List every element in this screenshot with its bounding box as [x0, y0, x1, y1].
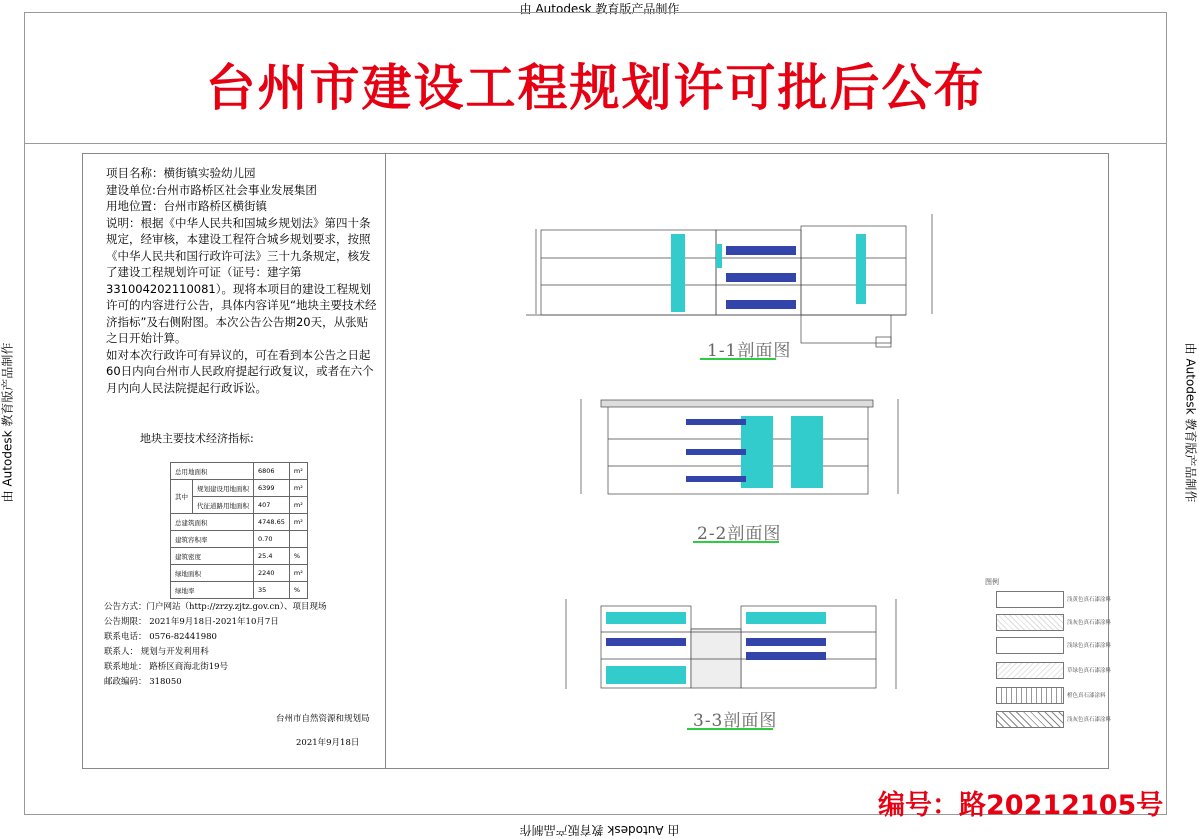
section-3-3-drawing [566, 599, 896, 689]
table-cell: 6399 [254, 480, 290, 497]
legend-swatch [996, 591, 1064, 608]
table-cell: 建筑容积率 [171, 531, 254, 548]
legend-label: 浅灰色真石漆涂料 [1067, 717, 1112, 723]
legend-swatch [996, 687, 1064, 704]
table-cell: 总用地面积 [171, 463, 254, 480]
announcement-block [104, 600, 326, 690]
legend-title: 图例 [985, 578, 999, 586]
table-cell: 绿地面积 [171, 565, 254, 582]
table-cell: 6806 [254, 463, 290, 480]
table-cell: 35 [254, 582, 290, 599]
contact-address: 联系地址： 路桥区商海北街19号 [104, 662, 229, 672]
project-info [106, 165, 378, 396]
announcement-method: 公告方式：门户网站（http://zrzy.zjtz.gov.cn）、项目现场 [104, 602, 327, 612]
section-1-1-underline [700, 358, 776, 360]
postcode: 邮政编码： 318050 [104, 677, 182, 687]
table-row [171, 531, 308, 548]
legend-swatch [996, 711, 1064, 728]
table-row [171, 582, 308, 599]
section-2-2-underline [693, 541, 779, 543]
table-cell: 代征道路用地面积 [193, 497, 254, 514]
table-cell: 4748.65 [254, 514, 290, 531]
indicators-table [170, 462, 308, 599]
table-cell: m² [289, 480, 307, 497]
table-cell: 2240 [254, 565, 290, 582]
contact-person: 联系人： 规划与开发利用科 [104, 647, 209, 657]
serial-number: 编号：路20212105号 [878, 790, 1164, 821]
page-title: 台州市建设工程规划许可批后公布 [205, 59, 986, 117]
project-name: 项目名称：横街镇实验幼儿园 [106, 166, 256, 180]
legend-label: 草绿色真石漆涂料 [1067, 668, 1112, 674]
table-cell: 25.4 [254, 548, 290, 565]
watermark-top: 由 Autodesk 教育版产品制作 [519, 2, 680, 16]
table-cell: 建筑密度 [171, 548, 254, 565]
announcement-period: 公告期限： 2021年9月18日-2021年10月7日 [104, 617, 279, 627]
contact-phone: 联系电话： 0576-82441980 [104, 632, 217, 642]
land-location: 用地位置：台州市路桥区横街镇 [106, 199, 267, 213]
table-cell: 绿地率 [171, 582, 254, 599]
table-cell: 规划建设用地面积 [193, 480, 254, 497]
legend-swatch [996, 662, 1064, 679]
description: 说明：根据《中华人民共和国城乡规划法》第四十条规定，经审核，本建设工程符合城乡规划要求，按照《中华人民共和国行政许可法》三十九条规定，核发了建设工程规划许可证（证号：建字第331004202110081）。现将本项目的建设工程规划许可的内容进行公告，具体内容详见“地块主要技术经济指标”及右侧附图。本次公告公告期20天，从张贴之日开始计算。 [106, 215, 377, 345]
section-1-1-drawing [526, 214, 932, 347]
legend-swatch [996, 614, 1064, 631]
builder: 建设单位:台州市路桥区社会事业发展集团 [106, 182, 317, 197]
legend-label: 浅灰色真石漆涂料 [1067, 620, 1112, 626]
section-1-1-label: 1-1剖面图 [707, 341, 792, 361]
section-3-3-label: 3-3剖面图 [693, 711, 778, 731]
table-row [171, 480, 308, 497]
table-cell: % [289, 582, 307, 599]
legend-label: 浅黄色真石漆涂料 [1067, 597, 1112, 603]
title-divider [24, 143, 1167, 144]
table-cell: 其中 [171, 480, 193, 514]
watermark-right: 由 Autodesk 教育版产品制作 [1183, 342, 1198, 503]
table-cell: m² [289, 565, 307, 582]
table-cell: 总建筑面积 [171, 514, 254, 531]
section-2-2-label: 2-2剖面图 [697, 524, 782, 544]
table-cell: 0.70 [254, 531, 290, 548]
table-row [171, 514, 308, 531]
table-cell [289, 531, 307, 548]
legend-label: 浅绿色真石漆涂料 [1067, 643, 1112, 649]
indicators-title: 地块主要技术经济指标: [140, 432, 254, 445]
watermark-bottom: 由 Autodesk 教育版产品制作 [519, 823, 680, 837]
table-cell: m² [289, 514, 307, 531]
section-2-2-drawing [581, 399, 898, 494]
objection-note: 如对本次行政许可有异议的，可在看到本公告之日起60日内向台州市人民政府提起行政复议，或者在六个月内向人民法院提起行政诉讼。 [106, 347, 374, 395]
legend-label: 橙色真石漆涂料 [1067, 693, 1106, 699]
table-cell: 407 [254, 497, 290, 514]
section-3-3-underline [687, 728, 773, 730]
table-row [171, 548, 308, 565]
issue-date: 2021年9月18日 [296, 738, 360, 748]
issuer: 台州市自然资源和规划局 [276, 714, 370, 724]
table-cell: m² [289, 463, 307, 480]
table-row [171, 565, 308, 582]
table-cell: % [289, 548, 307, 565]
watermark-left: 由 Autodesk 教育版产品制作 [0, 342, 15, 503]
table-cell: m² [289, 497, 307, 514]
table-row [171, 463, 308, 480]
legend-swatch [996, 637, 1064, 654]
